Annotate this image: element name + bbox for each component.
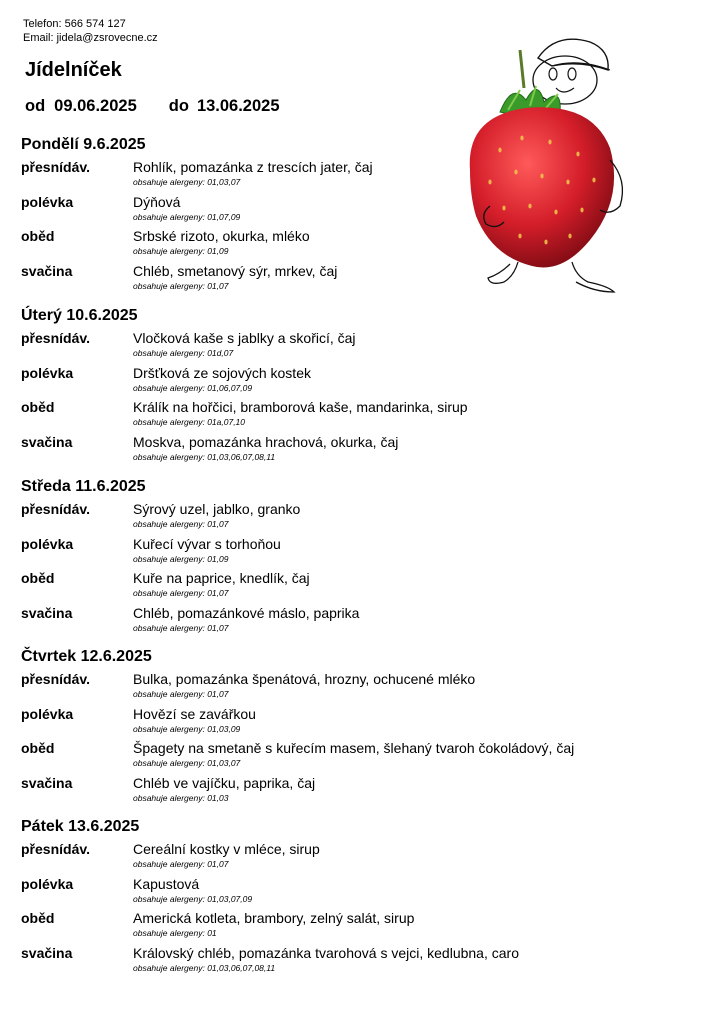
meal-allergens: obsahuje alergeny: 01,03,07 (133, 758, 241, 768)
meal-allergens: obsahuje alergeny: 01d,07 (133, 348, 234, 358)
meal-label: přesnídáv. (21, 841, 90, 857)
meal-allergens: obsahuje alergeny: 01,03,06,07,08,11 (133, 962, 276, 973)
meal-row (21, 399, 641, 434)
meal-allergens: obsahuje alergeny: 01a,07,10 (133, 417, 246, 427)
day-section-friday (21, 817, 641, 979)
day-title: Pátek 13.6.2025 (21, 818, 140, 835)
meal-text: Chléb, pomazánkové máslo, paprika (133, 604, 360, 621)
meal-label: přesnídáv. (21, 501, 90, 517)
phone-text: Telefon: 566 574 127 (23, 18, 126, 30)
meal-label: polévka (21, 875, 74, 892)
meal-label: polévka (21, 705, 74, 722)
meal-allergens: obsahuje alergeny: 01,07 (133, 689, 229, 699)
meal-allergens: obsahuje alergeny: 01,03,07 (133, 177, 241, 187)
meal-allergens: obsahuje alergeny: 01,06,07,09 (133, 382, 253, 393)
meal-label: přesnídáv. (21, 159, 90, 175)
meal-text: Dýňová (133, 193, 181, 210)
page-title: Jídelníček (25, 59, 122, 81)
meal-row (21, 434, 641, 469)
meal-allergens: obsahuje alergeny: 01,07 (133, 519, 229, 529)
meal-label: oběd (21, 228, 55, 244)
meal-allergens: obsahuje alergeny: 01,03,06,07,08,11 (133, 451, 276, 462)
meal-allergens: obsahuje alergeny: 01 (133, 928, 217, 938)
meal-text: Špagety na smetaně s kuřecím masem, šlehaný tvaroh čokoládový, čaj (133, 740, 575, 756)
meal-allergens: obsahuje alergeny: 01,09 (133, 553, 229, 564)
meal-label: oběd (21, 570, 55, 586)
day-title: Čtvrtek 12.6.2025 (21, 648, 152, 665)
meal-allergens: obsahuje alergeny: 01,07 (133, 622, 229, 633)
meal-row (21, 775, 641, 810)
meal-text: Chléb ve vajíčku, paprika, čaj (133, 774, 316, 791)
meal-label: polévka (21, 364, 74, 381)
meal-row (21, 605, 641, 640)
meal-text: Bulka, pomazánka špenátová, hrozny, ochucené mléko (133, 671, 476, 687)
meal-text: Hovězí se zavářkou (133, 705, 256, 722)
meal-label: svačina (21, 604, 73, 621)
meal-text: Kuřecí vývar s torhoňou (133, 535, 281, 552)
meal-row (21, 945, 641, 980)
meal-text: Kuře na paprice, knedlík, čaj (133, 570, 310, 586)
strawberry-mascot-icon (460, 30, 640, 300)
meal-label: polévka (21, 193, 74, 210)
range-from-date: 09.06.2025 (54, 97, 137, 115)
meal-label: svačina (21, 774, 73, 791)
meal-allergens: obsahuje alergeny: 01,03,07,09 (133, 893, 253, 904)
meal-text: Cereální kostky v mléce, sirup (133, 841, 320, 857)
meal-row (21, 570, 641, 605)
meal-text: Chléb, smetanový sýr, mrkev, čaj (133, 262, 338, 279)
meal-label: svačina (21, 262, 73, 279)
meal-row (21, 330, 641, 365)
meal-label: polévka (21, 535, 74, 552)
meal-text: Kapustová (133, 875, 200, 892)
meal-allergens: obsahuje alergeny: 01,07,09 (133, 211, 241, 222)
date-range (25, 97, 280, 116)
meal-text: Moskva, pomazánka hrachová, okurka, čaj (133, 433, 399, 450)
range-to-date: 13.06.2025 (196, 97, 280, 115)
meal-text: Sýrový uzel, jablko, granko (133, 501, 301, 517)
meal-allergens: obsahuje alergeny: 01,07 (133, 859, 229, 869)
meal-allergens: obsahuje alergeny: 01,09 (133, 246, 229, 256)
meal-row (21, 876, 641, 911)
meal-label: svačina (21, 433, 73, 450)
meal-text: Srbské rizoto, okurka, mléko (133, 228, 310, 244)
meal-row (21, 365, 641, 400)
meal-label: oběd (21, 910, 55, 926)
meal-text: Králík na hořčici, bramborová kaše, mandarinka, sirup (133, 399, 468, 415)
day-title: Pondělí 9.6.2025 (21, 136, 146, 153)
meal-label: oběd (21, 740, 55, 756)
day-title: Středa 11.6.2025 (21, 478, 146, 495)
day-title: Úterý 10.6.2025 (21, 307, 138, 324)
meal-allergens: obsahuje alergeny: 01,03,09 (133, 723, 241, 734)
meal-allergens: obsahuje alergeny: 01,07 (133, 280, 229, 291)
meal-text: Americká kotleta, brambory, zelný salát, sirup (133, 910, 415, 926)
meal-text: Královský chléb, pomazánka tvarohová s vejci, kedlubna, caro (133, 944, 519, 961)
meal-allergens: obsahuje alergeny: 01,03 (133, 792, 229, 803)
meal-text: Vločková kaše s jablky a skořicí, čaj (133, 330, 356, 346)
email-text: Email: jidela@zsrovecne.cz (23, 32, 158, 44)
meal-row (21, 841, 641, 876)
meal-row (21, 671, 641, 706)
meal-row (21, 536, 641, 571)
contact-info (23, 17, 158, 45)
range-from-label: od (25, 97, 46, 115)
day-section-thursday (21, 647, 641, 809)
day-section-tuesday (21, 306, 641, 468)
meal-row (21, 706, 641, 741)
meal-row (21, 740, 641, 775)
meal-text: Dršťková ze sojových kostek (133, 364, 311, 381)
meal-label: přesnídáv. (21, 671, 90, 687)
range-to-label: do (168, 97, 189, 115)
meal-row (21, 501, 641, 536)
meal-label: svačina (21, 944, 73, 961)
day-section-wednesday (21, 477, 641, 639)
meal-allergens: obsahuje alergeny: 01,07 (133, 588, 229, 598)
meal-label: oběd (21, 399, 55, 415)
meal-label: přesnídáv. (21, 330, 90, 346)
meal-row (21, 910, 641, 945)
meal-text: Rohlík, pomazánka z trescích jater, čaj (133, 159, 373, 175)
